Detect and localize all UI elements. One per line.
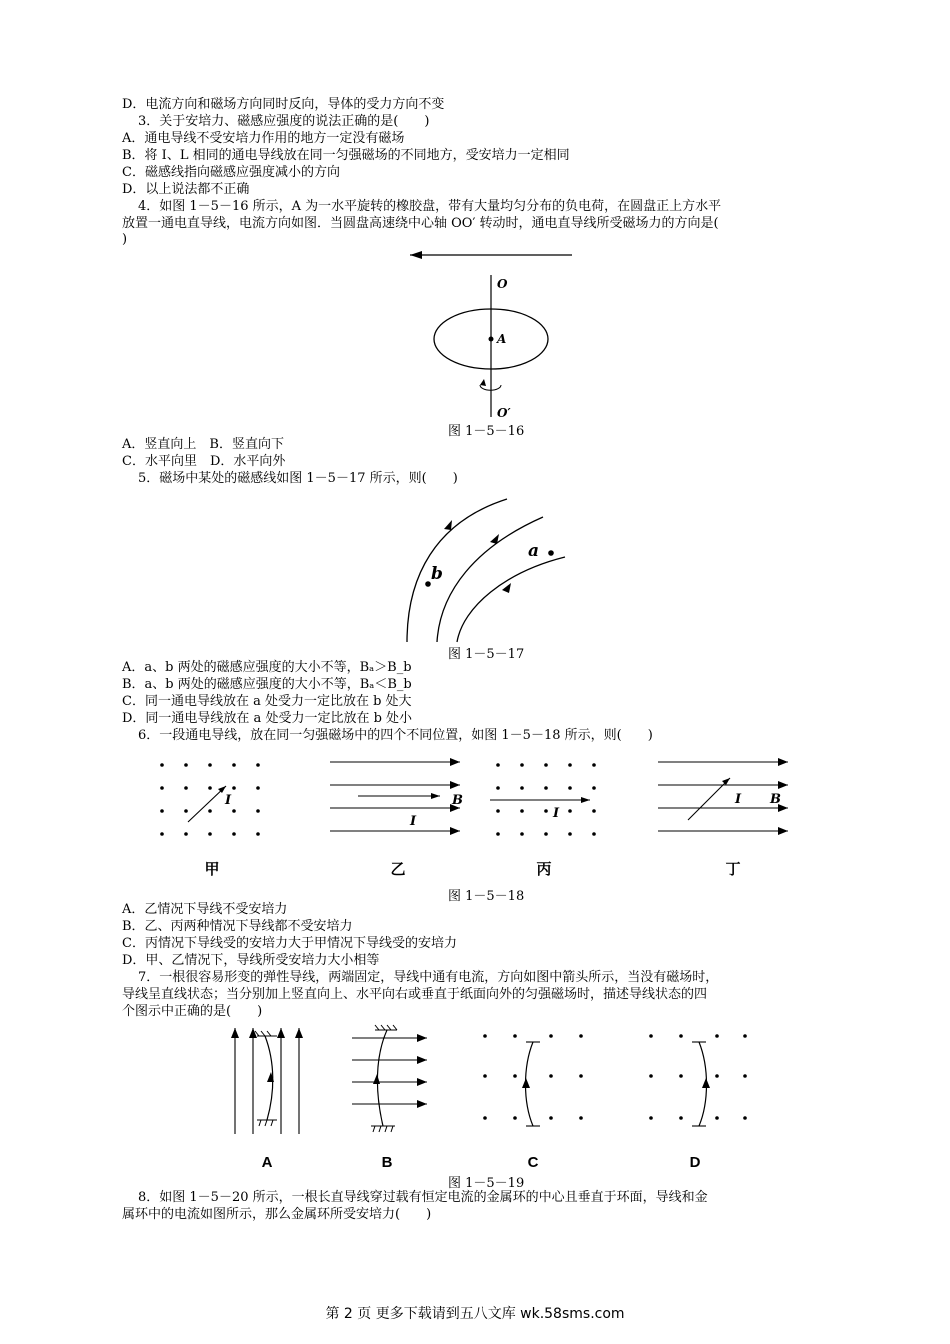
fig18-label-jia: 甲 — [204, 860, 220, 878]
fig18-panel-yi — [330, 758, 463, 835]
q4-options-cd: C．水平向里 D．水平向外 — [122, 454, 286, 469]
fig19-label-c: C — [527, 1154, 539, 1171]
q4-stem-line3: ) — [122, 232, 128, 247]
fig16-label-a: A — [497, 332, 507, 346]
q5-option-b: B．a、b 两处的磁感应强度的大小不等，Bₐ＜B_b — [122, 677, 412, 692]
figure-1-5-16 — [400, 245, 590, 425]
fig19-panel-c — [483, 1034, 583, 1126]
fig18-label-yi: 乙 — [390, 860, 406, 878]
q2-option-d: D．电流方向和磁场方向同时反向，导体的受力方向不变 — [122, 97, 445, 112]
fig19-label-a: A — [261, 1154, 273, 1171]
fig19-label-d: D — [689, 1154, 701, 1171]
fig19-panel-b — [352, 1025, 427, 1132]
fig18-bing-i: I — [553, 806, 560, 821]
fig18-jia-i: I — [225, 793, 232, 808]
fig18-label-ding: 丁 — [725, 860, 741, 878]
q4-options-ab: A．竖直向上 B．竖直向下 — [122, 437, 284, 452]
page-footer: 第 2 页 更多下载请到五八文库 wk.58sms.com — [325, 1306, 625, 1322]
q6-option-d: D．甲、乙情况下，导线所受安培力大小相等 — [122, 953, 380, 968]
fig18-panel-jia — [160, 763, 260, 836]
q3-option-c: C．磁感线指向磁感应强度减小的方向 — [122, 165, 340, 180]
fig19-caption: 图 1－5－19 — [448, 1176, 525, 1191]
figure-1-5-18 — [140, 750, 820, 885]
q6-stem: 6．一段通电导线，放在同一匀强磁场中的四个不同位置，如图 1－5－18 所示，则( ) — [138, 728, 653, 743]
q8-stem-line2: 属环中的电流如图所示，那么金属环所受安培力( ) — [122, 1207, 432, 1222]
q5-option-d: D．同一通电导线放在 a 处受力一定比放在 b 处小 — [122, 711, 413, 726]
fig18-caption: 图 1－5－18 — [448, 889, 525, 904]
q4-stem-line1: 4．如图 1－5－16 所示，A 为一水平旋转的橡胶盘，带有大量均匀分布的负电荷，在圆盘正上方水平 — [138, 199, 722, 214]
q6-option-b: B．乙、丙两种情况下导线都不受安培力 — [122, 919, 353, 934]
fig18-panel-ding — [658, 758, 788, 835]
figure-1-5-17 — [395, 487, 595, 647]
q3-option-a: A．通电导线不受安培力作用的地方一定没有磁场 — [122, 131, 405, 146]
q7-stem-line1: 7．一根很容易形变的弹性导线，两端固定，导线中通有电流，方向如图中箭头所示，当没有磁场时， — [138, 970, 719, 985]
fig16-label-o: O — [497, 277, 508, 291]
fig17-label-b: b — [431, 564, 443, 584]
fig18-panel-bing — [490, 763, 596, 836]
fig18-ding-b: B — [770, 792, 781, 807]
fig18-yi-b: B — [452, 793, 463, 808]
fig18-label-bing: 丙 — [536, 860, 552, 878]
fig18-yi-i: I — [410, 814, 417, 829]
fig17-label-a: a — [528, 541, 540, 561]
q3-option-b: B．将 I、L 相同的通电导线放在同一匀强磁场的不同地方，受安培力一定相同 — [122, 148, 570, 163]
q7-stem-line2: 导线呈直线状态；当分别加上竖直向上、水平向右或垂直于纸面向外的匀强磁场时，描述导线状态的四 — [122, 987, 708, 1002]
fig19-label-b: B — [381, 1154, 393, 1171]
fig19-panel-a — [231, 1028, 303, 1134]
q6-option-c: C．丙情况下导线受的安培力大于甲情况下导线受的安培力 — [122, 936, 457, 951]
q8-stem-line1: 8．如图 1－5－20 所示，一根长直导线穿过载有恒定电流的金属环的中心且垂直于环面，导线和金 — [138, 1190, 708, 1205]
q5-stem: 5．磁场中某处的磁感线如图 1－5－17 所示，则( ) — [138, 471, 458, 486]
fig18-ding-i: I — [735, 792, 742, 807]
fig16-label-o-prime: O′ — [497, 406, 511, 420]
fig19-panel-d — [649, 1034, 747, 1126]
q7-stem-line3: 个图示中正确的是( ) — [122, 1004, 263, 1019]
q3-stem: 3．关于安培力、磁感应强度的说法正确的是( ) — [138, 114, 430, 129]
q5-option-a: A．a、b 两处的磁感应强度的大小不等，Bₐ＞B_b — [122, 660, 412, 675]
fig16-caption: 图 1－5－16 — [448, 424, 525, 439]
q4-stem-line2: 放置一通电直导线，电流方向如图．当圆盘高速绕中心轴 OO′ 转动时，通电直导线所受磁场力的方向是( — [122, 216, 719, 231]
q3-option-d: D．以上说法都不正确 — [122, 182, 250, 197]
q6-option-a: A．乙情况下导线不受安培力 — [122, 902, 288, 917]
figure-1-5-19 — [215, 1022, 745, 1174]
fig17-caption: 图 1－5－17 — [448, 647, 525, 662]
q5-option-c: C．同一通电导线放在 a 处受力一定比放在 b 处大 — [122, 694, 412, 709]
